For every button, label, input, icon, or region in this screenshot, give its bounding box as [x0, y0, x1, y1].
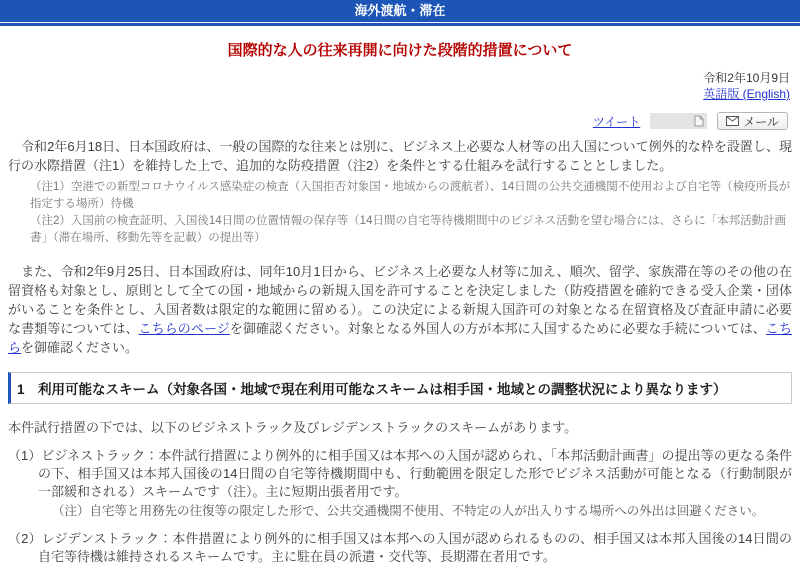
like-widget-placeholder[interactable] [650, 113, 707, 129]
mail-button-label: メール [743, 114, 779, 129]
list-item-residence-track: （2）レジデンストラック：本件措置により例外的に相手国又は本邦への入国が認められるものの、相手国又は本邦入国後の14日間の自宅等待機は維持されるスキームです。主に駐在員の派遣・交代等、長期滞在者用です。 [8, 531, 792, 564]
english-version-link[interactable]: 英語版 (English) [703, 87, 790, 101]
section-heading-available-schemes: 1 利用可能なスキーム（対象各国・地域で現在利用可能なスキームは相手国・地域との調整状況により異なります） [8, 372, 792, 404]
business-track-note: （注）自宅等と用務先の往復等の限定した形で、公共交通機関不使用、不特定の人が出入りする場所への外出は回避ください。 [52, 504, 765, 518]
footnotes-block [30, 179, 792, 247]
paragraph2-text-3: を御確認ください。 [21, 340, 139, 355]
footnote-2: （注2）入国前の検査証明、入国後14日間の位置情報の保存等（14日間の自宅等待機期間中のビジネス活動を望む場合には、さらに「本邦活動計画書」（滞在場所、移動先等を記載）の提出等） [30, 215, 787, 244]
paragraph2-text-2: を御確認ください。対象となる外国人の方が本邦に入国するために必要な手続については、 [229, 321, 766, 336]
paragraph2-text-1: また、令和2年9月25日、日本国政府は、同年10月1日から、ビジネス上必要な人材等に加え、順次、留学、家族滞在等のその他の在留資格も対象とし、原則として全ての国・地域からの新規入国を許可することを決定しました（防疫措置を確約できる受入企業・団体がいることを条件とし、入国者数は限定的な範囲に留める）。この決定による新規入国許可の対象となる在留資格及び査証申請に必要な書類等については、 [8, 264, 792, 336]
banner-divider-line [0, 23, 800, 26]
broken-image-icon [694, 115, 704, 127]
schemes-intro-text: 本件試行措置の下では、以下のビジネストラック及びレジデンストラックのスキームがあります。 [8, 420, 578, 435]
envelope-icon [726, 116, 739, 126]
list-item-business-track: （1）ビジネストラック：本件試行措置により例外的に相手国又は本邦への入国が認められ、「本邦活動計画書」の提出等の更なる条件の下、相手国又は本邦入国後の14日間の自宅等待機期間中も、行動範囲を限定した形でビジネス活動が可能となる（行動制限が一部緩和される）スキームです（注）。主に短期出張者用です。 [8, 448, 792, 499]
page-title: 国際的な人の往来再開に向けた段階的措置について [227, 42, 573, 59]
footnote-1: （注1）空港での新型コロナウイルス感染症の検査（入国拒否対象国・地域からの渡航者）、14日間の公共交通機関不使用および自宅等（検疫所長が指定する場所）待機 [30, 181, 791, 210]
paragraph-trial-scheme: 令和2年6月18日、日本国政府は、一般の国際的な往来とは別に、ビジネス上必要な人材等の出入国について例外的な枠を設置し、現行の水際措置（注1）を維持した上で、追加的な防疫措置（注2）を条件とする仕組みを試行することとしました。 [8, 139, 792, 173]
publish-date: 令和2年10月9日 [703, 71, 790, 85]
tweet-button[interactable]: ツイート [592, 114, 641, 129]
paragraph-new-entry-policy [8, 262, 792, 357]
entry-procedures-link[interactable]: こちら [8, 321, 792, 355]
share-toolbar [8, 111, 788, 131]
site-section-title: 海外渡航・滞在 [354, 3, 446, 18]
mail-button[interactable] [717, 112, 788, 130]
site-section-banner [0, 0, 800, 22]
residence-status-page-link[interactable]: こちらのページ [138, 321, 230, 336]
